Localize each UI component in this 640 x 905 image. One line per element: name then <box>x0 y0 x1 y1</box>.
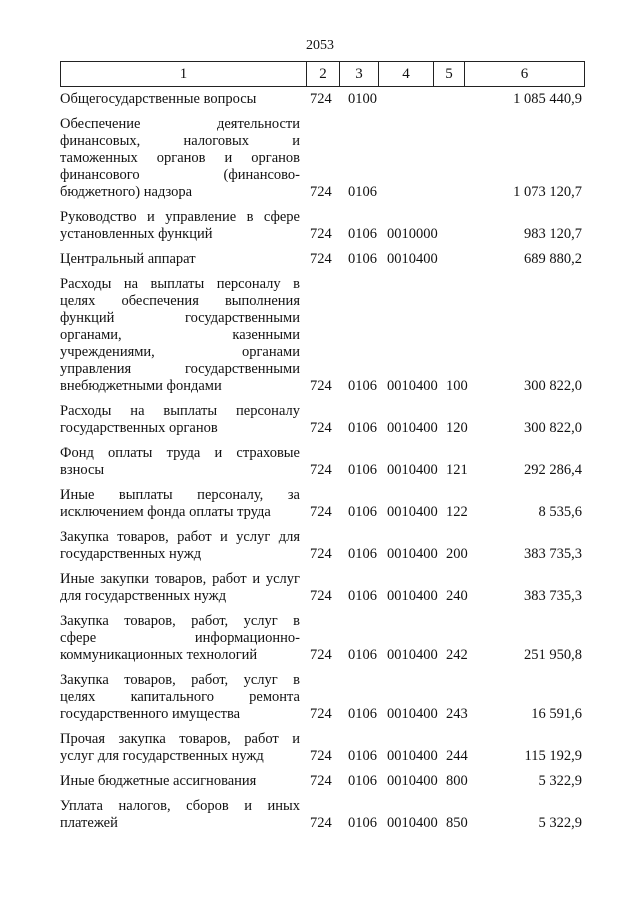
row-target-code: 0010400 <box>387 647 438 663</box>
row-amount: 1 073 120,7 <box>513 184 582 200</box>
row-name-line: исключением фонда оплаты труда <box>60 504 271 520</box>
row-name-line: органами, казенными <box>60 327 300 343</box>
row-amount: 689 880,2 <box>524 251 582 267</box>
row-amount: 251 950,8 <box>524 647 582 663</box>
row-expense-type-code: 244 <box>446 748 468 764</box>
row-section-code: 0106 <box>348 748 377 764</box>
row-ved-code: 724 <box>310 815 332 831</box>
table-row <box>60 445 582 479</box>
row-name-line: Общегосударственные вопросы <box>60 91 257 107</box>
row-name <box>60 613 300 664</box>
row-section-code: 0106 <box>348 546 377 562</box>
table-row <box>60 613 582 664</box>
row-name-line: функций государственными <box>60 310 300 326</box>
column-header-2: 2 <box>307 62 340 87</box>
row-ved-code: 724 <box>310 226 332 242</box>
row-ved-code: 724 <box>310 184 332 200</box>
row-name-line: государственного имущества <box>60 706 241 722</box>
row-name-line: платежей <box>60 815 118 831</box>
row-target-code: 0010400 <box>387 773 438 789</box>
row-name-line: Руководство и управление в сфере <box>60 209 300 225</box>
row-expense-type-code: 240 <box>446 588 468 604</box>
row-amount: 16 591,6 <box>531 706 582 722</box>
row-name-line: государственных нужд <box>60 546 202 562</box>
row-name <box>60 571 300 605</box>
row-name <box>60 731 300 765</box>
row-amount: 115 192,9 <box>524 748 582 764</box>
row-target-code: 0010400 <box>387 462 438 478</box>
table-row <box>60 116 582 201</box>
row-target-code: 0010400 <box>387 588 438 604</box>
row-name-line: Расходы на выплаты персоналу в <box>60 276 300 292</box>
table-row <box>60 773 582 790</box>
row-section-code: 0106 <box>348 251 377 267</box>
row-name <box>60 91 300 108</box>
row-name-line: таможенных органов и органов <box>60 150 300 166</box>
row-name-line: Прочая закупка товаров, работ и <box>60 731 300 747</box>
row-target-code: 0010400 <box>387 504 438 520</box>
row-ved-code: 724 <box>310 91 332 107</box>
row-amount: 300 822,0 <box>524 420 582 436</box>
row-name <box>60 445 300 479</box>
table-row <box>60 403 582 437</box>
row-name-line: Уплата налогов, сборов и иных <box>60 798 300 814</box>
column-header-1: 1 <box>61 62 307 87</box>
row-name-line: учреждениями, органами <box>60 344 300 360</box>
row-name <box>60 209 300 243</box>
row-name-line: Закупка товаров, работ, услуг в <box>60 672 300 688</box>
row-ved-code: 724 <box>310 251 332 267</box>
row-name-line: целях обеспечения выполнения <box>60 293 300 309</box>
row-amount: 5 322,9 <box>538 773 582 789</box>
row-target-code: 0010400 <box>387 815 438 831</box>
row-name-line: Расходы на выплаты персоналу <box>60 403 300 419</box>
row-name-line: финансового (финансово- <box>60 167 300 183</box>
row-name <box>60 487 300 521</box>
table-row <box>60 571 582 605</box>
table-row <box>60 209 582 243</box>
row-name <box>60 116 300 201</box>
column-header-3: 3 <box>340 62 379 87</box>
row-name-line: государственных органов <box>60 420 218 436</box>
row-target-code: 0010400 <box>387 251 438 267</box>
row-name-line: коммуникационных технологий <box>60 647 258 663</box>
row-name-line: для государственных нужд <box>60 588 227 604</box>
page-number: 2053 <box>306 38 334 53</box>
table-row <box>60 91 582 108</box>
row-section-code: 0106 <box>348 226 377 242</box>
row-expense-type-code: 850 <box>446 815 468 831</box>
row-amount: 383 735,3 <box>524 588 582 604</box>
table-row <box>60 798 582 832</box>
row-target-code: 0010000 <box>387 226 438 242</box>
row-section-code: 0106 <box>348 504 377 520</box>
row-ved-code: 724 <box>310 773 332 789</box>
row-ved-code: 724 <box>310 588 332 604</box>
row-section-code: 0106 <box>348 184 377 200</box>
row-name-line: сфере информационно- <box>60 630 300 646</box>
row-expense-type-code: 242 <box>446 647 468 663</box>
row-name-line: Фонд оплаты труда и страховые <box>60 445 300 461</box>
row-section-code: 0106 <box>348 378 377 394</box>
row-amount: 1 085 440,9 <box>513 91 582 107</box>
row-expense-type-code: 121 <box>446 462 468 478</box>
row-name-line: бюджетного) надзора <box>60 184 193 200</box>
row-name <box>60 798 300 832</box>
row-section-code: 0106 <box>348 420 377 436</box>
row-ved-code: 724 <box>310 546 332 562</box>
row-name-line: целях капитального ремонта <box>60 689 300 705</box>
row-name-line: Иные выплаты персоналу, за <box>60 487 300 503</box>
row-section-code: 0106 <box>348 588 377 604</box>
table-row <box>60 672 582 723</box>
row-expense-type-code: 200 <box>446 546 468 562</box>
row-expense-type-code: 243 <box>446 706 468 722</box>
row-name <box>60 276 300 395</box>
row-name <box>60 773 300 790</box>
column-header-5: 5 <box>434 62 465 87</box>
row-name-line: Центральный аппарат <box>60 251 196 267</box>
row-expense-type-code: 120 <box>446 420 468 436</box>
row-name-line: Иные закупки товаров, работ и услуг <box>60 571 300 587</box>
row-name-line: управления государственными <box>60 361 300 377</box>
row-name <box>60 403 300 437</box>
table-row <box>60 529 582 563</box>
row-target-code: 0010400 <box>387 706 438 722</box>
row-expense-type-code: 800 <box>446 773 468 789</box>
row-amount: 8 535,6 <box>538 504 582 520</box>
column-header-6: 6 <box>465 62 585 87</box>
table-row <box>60 487 582 521</box>
row-amount: 983 120,7 <box>524 226 582 242</box>
row-expense-type-code: 100 <box>446 378 468 394</box>
row-ved-code: 724 <box>310 706 332 722</box>
row-name-line: Иные бюджетные ассигнования <box>60 773 257 789</box>
row-ved-code: 724 <box>310 462 332 478</box>
row-amount: 292 286,4 <box>524 462 582 478</box>
row-name <box>60 251 300 268</box>
table-row <box>60 731 582 765</box>
row-ved-code: 724 <box>310 504 332 520</box>
row-ved-code: 724 <box>310 420 332 436</box>
row-target-code: 0010400 <box>387 748 438 764</box>
column-header-4: 4 <box>379 62 434 87</box>
row-section-code: 0106 <box>348 706 377 722</box>
row-name-line: установленных функций <box>60 226 213 242</box>
row-ved-code: 724 <box>310 378 332 394</box>
row-target-code: 0010400 <box>387 378 438 394</box>
budget-rows <box>60 91 582 832</box>
row-name-line: Обеспечение деятельности <box>60 116 300 132</box>
row-name-line: Закупка товаров, работ и услуг для <box>60 529 300 545</box>
row-name-line: услуг для государственных нужд <box>60 748 264 764</box>
row-target-code: 0010400 <box>387 420 438 436</box>
row-section-code: 0106 <box>348 815 377 831</box>
row-target-code: 0010400 <box>387 546 438 562</box>
row-ved-code: 724 <box>310 748 332 764</box>
row-amount: 5 322,9 <box>538 815 582 831</box>
table-row <box>60 276 582 395</box>
row-expense-type-code: 122 <box>446 504 468 520</box>
row-name-line: финансовых, налоговых и <box>60 133 300 149</box>
row-name-line: взносы <box>60 462 105 478</box>
row-section-code: 0106 <box>348 773 377 789</box>
row-name <box>60 529 300 563</box>
row-ved-code: 724 <box>310 647 332 663</box>
row-amount: 300 822,0 <box>524 378 582 394</box>
row-name <box>60 672 300 723</box>
column-header-table <box>60 61 585 87</box>
row-section-code: 0100 <box>348 91 377 107</box>
row-amount: 383 735,3 <box>524 546 582 562</box>
row-name-line: Закупка товаров, работ, услуг в <box>60 613 300 629</box>
row-name-line: внебюджетными фондами <box>60 378 222 394</box>
table-row <box>60 251 582 268</box>
column-header-row <box>61 62 585 87</box>
row-section-code: 0106 <box>348 462 377 478</box>
row-section-code: 0106 <box>348 647 377 663</box>
